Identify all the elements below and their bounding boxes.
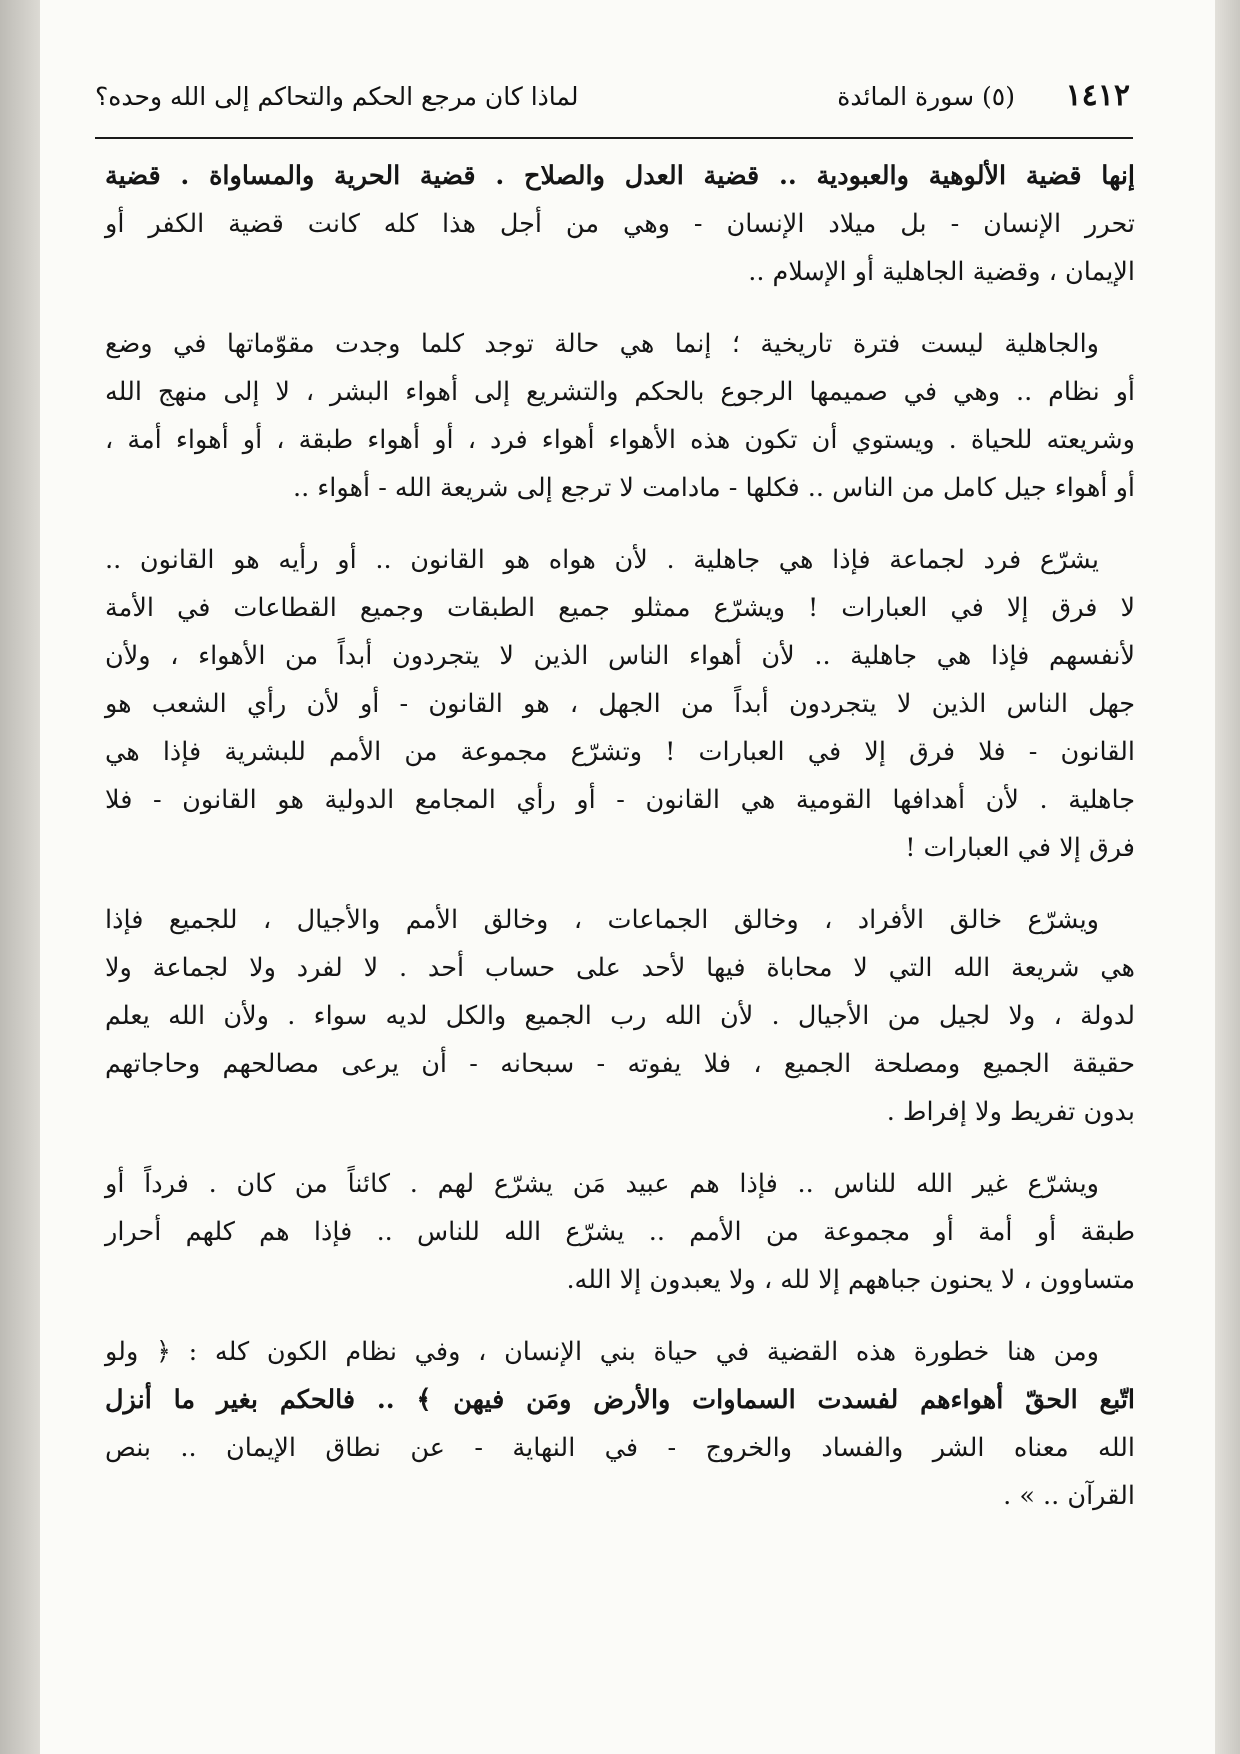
text-line: أو نظام .. وهي في صميمها الرجوع بالحكم والتشريع إلى أهواء البشر ، لا إلى منهج الله (105, 377, 1135, 407)
text-line: ويشرّع خالق الأفراد ، وخالق الجماعات ، وخالق الأمم والأجيال ، للجميع فإذا (105, 905, 1099, 935)
paragraph-2 (105, 320, 1135, 512)
running-title: لماذا كان مرجع الحكم والتحاكم إلى الله وحده؟ (95, 82, 579, 111)
text-line: تحرر الإنسان - بل ميلاد الإنسان - وهي من أجل هذا كله كانت قضية الكفر أو (105, 209, 1135, 239)
text-line: فرق إلا في العبارات ! (905, 833, 1135, 863)
text-line: لأنفسهم فإذا هي جاهلية .. لأن أهواء الناس الذين لا يتجردون أبداً من الأهواء ، ولأن (105, 641, 1135, 671)
text-line: لدولة ، ولا لجيل من الأجيال . لأن الله رب الجميع والكل لديه سواء . ولأن الله يعلم (105, 1001, 1135, 1031)
text-line: يشرّع فرد لجماعة فإذا هي جاهلية . لأن هواه هو القانون .. أو رأيه هو القانون .. (105, 545, 1099, 575)
text-line: القرآن .. » . (1003, 1481, 1135, 1511)
paragraph-1 (105, 152, 1135, 296)
text-line: حقيقة الجميع ومصلحة الجميع ، فلا يفوته - سبحانه - أن يرعى مصالحهم وحاجاتهم (105, 1049, 1135, 1079)
paragraph-3 (105, 536, 1135, 872)
text-line: أو أهواء جيل كامل من الناس .. فكلها - مادامت لا ترجع إلى شريعة الله - أهواء .. (292, 473, 1135, 503)
header-rule (95, 137, 1133, 139)
paragraph-5 (105, 1160, 1135, 1304)
page-header (95, 78, 1130, 128)
page-number: ١٤١٢ (1065, 78, 1130, 113)
binding-shadow (0, 0, 40, 1754)
text-line: جاهلية . لأن أهدافها القومية هي القانون - أو رأي المجامع الدولية هو القانون - فلا (105, 785, 1135, 815)
body-text (105, 152, 1135, 1544)
text-line: طبقة أو أمة أو مجموعة من الأمم .. يشرّع الله للناس .. فإذا هم كلهم أحرار (105, 1217, 1135, 1247)
paragraph-4 (105, 896, 1135, 1136)
text-line: القانون - فلا فرق إلا في العبارات ! وتشرّع مجموعة من الأمم للبشرية فإذا هي (105, 737, 1135, 767)
text-line: بدون تفريط ولا إفراط . (886, 1097, 1135, 1127)
text-line: هي شريعة الله التي لا محاباة فيها لأحد على حساب أحد . لا لفرد ولا لجماعة ولا (105, 953, 1135, 983)
text-line: وشريعته للحياة . ويستوي أن تكون هذه الأهواء أهواء فرد ، أو أهواء طبقة ، أو أهواء أمة ، (105, 425, 1135, 455)
text-line: إنها قضية الألوهية والعبودية .. قضية العدل والصلاح . قضية الحرية والمساواة . قضية (105, 161, 1135, 191)
text-line: الإيمان ، وقضية الجاهلية أو الإسلام .. (748, 257, 1135, 287)
text-line: الله معناه الشر والفساد والخروج - في النهاية - عن نطاق الإيمان .. بنص (105, 1433, 1135, 1463)
page-edge (1215, 0, 1240, 1754)
text-line: جهل الناس الذين لا يتجردون أبداً من الجهل ، هو القانون - أو لأن رأي الشعب هو (105, 689, 1135, 719)
text-line: متساوون ، لا يحنون جباههم إلا لله ، ولا يعبدون إلا الله. (566, 1265, 1135, 1295)
quran-verse-line: اتّبع الحقّ أهواءهم لفسدت السماوات والأرض ومَن فيهن ﴾ .. فالحكم بغير ما أنزل (105, 1385, 1135, 1415)
paragraph-6 (105, 1328, 1135, 1520)
text-line: لا فرق إلا في العبارات ! ويشرّع ممثلو جميع الطبقات وجميع القطاعات في الأمة (105, 593, 1135, 623)
surah-name: (٥) سورة المائدة (837, 82, 1015, 111)
text-line: والجاهلية ليست فترة تاريخية ؛ إنما هي حالة توجد كلما وجدت مقوّماتها في وضع (105, 329, 1099, 359)
text-line: ويشرّع غير الله للناس .. فإذا هم عبيد مَن يشرّع لهم . كائناً من كان . فرداً أو (105, 1169, 1099, 1199)
text-line: ومن هنا خطورة هذه القضية في حياة بني الإنسان ، وفي نظام الكون كله : ﴿ ولو (105, 1337, 1099, 1367)
